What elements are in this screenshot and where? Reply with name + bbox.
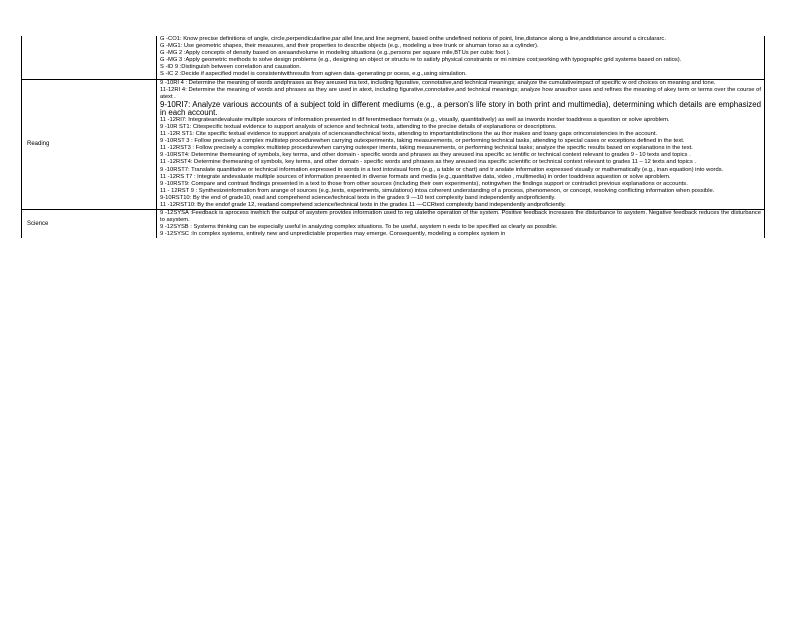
standard-entry: 9 -12SYSC :In complex systems, entirely new and unpredictable properties may emerge. Consequently, modeling a complex system in [160, 231, 506, 238]
table-section-reading [22, 79, 765, 210]
standard-entry: 9-10RST10: By the end of grade10, read and comprehend science/technical texts in the grades 9 —10 text complexity band independently andproficiently. [160, 194, 556, 201]
standard-entry: G -MG 2 :Apply concepts of density based on areaandvolume in modeling situations (e.g.,persons per square mile,BTUs per cubic foot ). [160, 50, 511, 57]
standard-entry: 11-12RI 4: Determine the meaning of words and phrases as they are used in atext, including figurative,connotative,and technical meanings; analyze how anauthor uses and refines the meaning of akey term or terms over the course of atext . [160, 86, 761, 100]
subject-cell: Science [22, 210, 157, 239]
standards-cell [157, 36, 765, 79]
standard-entry: S -ID 9 :Distinguish between correlation and causation. [160, 64, 302, 71]
table-section-geometry [22, 36, 765, 79]
standard-entry: S -IC 2 :Decide if aspecified model is consistentwithresults from agiven data -generating pr ocess, e.g.,using simulation. [160, 71, 467, 78]
standards-cell [157, 210, 765, 239]
standard-entry: 9-10RI7: Analyze various accounts of a subject told in different mediums (e.g., a person's life story in both print and multimedia), determining which details are emphasized in each account. [160, 99, 761, 117]
standard-entry: 9 -10RST 3 : Follow precisely a complex multistep procedurewhen carrying outexperiments, taking measurements, or performing technical tasks, attending to special cases or exceptions defined in the text. [160, 138, 685, 145]
standard-entry: 11 -12RST4: Determine themeaning of symbols, key terms, and other domain - specific words and phrases as they areused ina specific scientific or technical context relevant to grades 11 – 12 texts and topics . [160, 159, 696, 166]
standard-entry: 9 -10RI 4 : Determine the meaning of words andphrases as they areused ina text, including figurative, connotative,and technical meanings; analyze the cumulativeimpact of specific w ord choices on meaning and tone. [160, 79, 716, 86]
standard-entry: G -CO1: Know precise definitions of angle, circle,perpendicularline,par allel line,and line segment, based onthe undefined notions of point, line,distance along a line,anddistance around a circulararc. [160, 36, 666, 42]
standards-cell [157, 79, 765, 210]
standard-entry: 9 -10RST9: Compare and contrast findings presented in a text to those from other sources (including their own experiments), notingwhen the findings support or contradict previous explanations or accounts. [160, 180, 688, 187]
standard-entry: 11 -12RS T7 : Integrate andevaluate multiple sources of information presented in diverse formats and media (e.g.,quantitative data, video , multimedia) in order toaddress aquestion or solve aproblem. [160, 173, 671, 180]
standard-entry: 11 -12R ST1: Cite specific textual evidence to support analysis of scienceandtechnical texts, attending to importantdistinctions the au thor makes and toany gaps orinconsistencies in the account. [160, 131, 658, 138]
table-section-science [22, 210, 765, 239]
standard-entry: 9 -10RST7: Translate quantitative or technical information expressed in words in a text intovisual form (e.g., a table or chart) and tr anslate information expressed visually or mathematically (e.g., inan equation) into words. [160, 166, 724, 173]
standard-entry: 11 -12RI7: Integrateandevaluate multiple sources of information presented in dif ferentmediaor formats (e.g., visually, quantitatively) as well as inwords inorder toaddress a question or solve aproblem. [160, 116, 670, 123]
standard-entry: 9 -12SYSB : Systems thinking can be especially useful in analyzing complex situations. To be useful, asystem n eeds to be specified as clearly as possible. [160, 224, 558, 231]
standard-entry: 11 -12RST10: By the endof grade 12, readand comprehend science/technical texts in the grades 11 —CCRtext complexity band independently andproficiently. [160, 201, 566, 208]
standards-table [21, 36, 765, 238]
standard-entry: 9 -10R ST1: Citespecific textual evidence to support analysis of science and technical texts, attending to the precise details of explanations or descriptions. [160, 123, 557, 130]
standard-entry: 11 -12RST3 : Follow precisely a complex multistep procedurewhen carrying outexper iments, taking measurements, or performing technical tasks; analyze the specific results based on explanations in the text. [160, 145, 693, 152]
standard-entry: G -MG1: Use geometric shapes, their measures, and their properties to describe objects (e.g., modeling a tree trunk or ahuman torso as a cylinder). [160, 43, 539, 50]
standard-entry: 11 - 12RST 9 : Synthesizeinformation from arange of sources (e.g.,texts, experiments, simulations) intoa coherent understanding of a process, phenomenon, or concept, resolving conflicting information when possible. [160, 187, 715, 194]
subject-cell: Reading [22, 79, 157, 210]
standard-entry: 9 -12SYSA :Feedback is aprocess inwhich the output of asystem provides information used to reg ulatethe operation of the system. Positive feedback increases the disturbance to asystem. Negative feedback reduces the disturbance to asystem. [160, 210, 761, 224]
standard-entry: 9 -10RST4: Determine themeaning of symbols, key terms, and other domain - specific words and phrases as they areused ina specific sc ientific or technical context relevant to grades 9 - 10 texts and topics . [160, 152, 691, 159]
standard-entry: G -MG 3 :Apply geometric methods to solve design problems (e.g., designing an object or structu re to satisfy physical constraints or mi nimize cost;working with typographic grid systems based on ratios). [160, 57, 682, 64]
subject-cell [22, 36, 157, 79]
